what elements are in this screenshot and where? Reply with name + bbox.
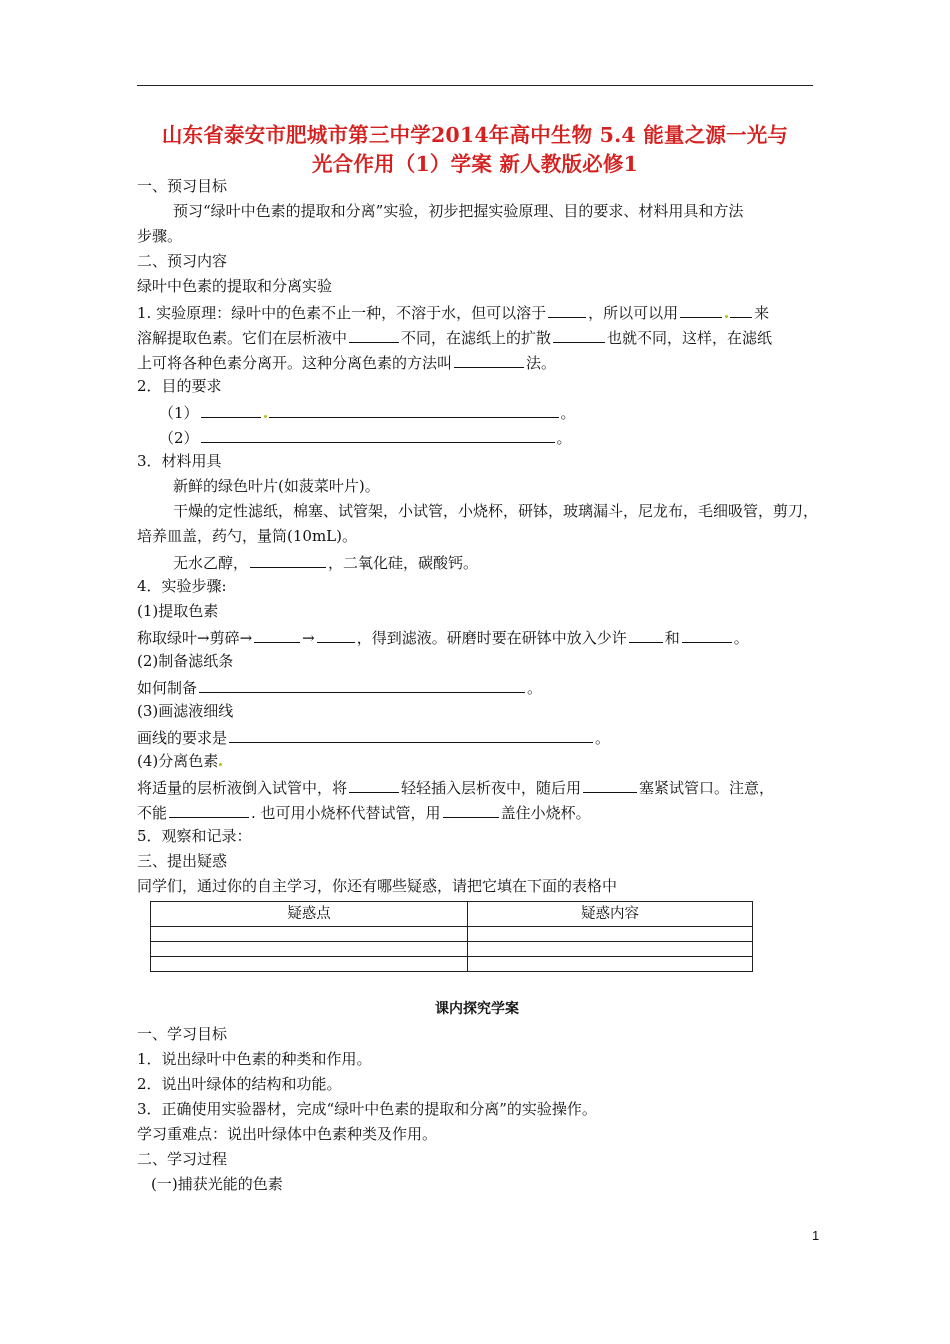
fill-blank[interactable] xyxy=(583,774,637,793)
fill-blank[interactable] xyxy=(682,624,732,643)
materials-line: 干燥的定性滤纸，棉塞、试管架，小试管，小烧杯，研钵，玻璃漏斗，尼龙布，毛细吸管，剪刀， xyxy=(173,502,819,520)
step-heading: (4)分离色素 xyxy=(137,749,817,774)
document-body xyxy=(137,174,817,1197)
table-cell[interactable] xyxy=(151,927,468,942)
document-title xyxy=(137,121,813,179)
section-heading: 三、提出疑惑 xyxy=(137,852,228,870)
fill-blank[interactable] xyxy=(629,624,663,643)
fill-blank[interactable] xyxy=(201,399,261,418)
principle-line-1: 1. 实验原理：绿叶中的色素不止一种，不溶于水，但可以溶于 ，所以可以用 来 xyxy=(137,299,817,324)
table-cell[interactable] xyxy=(151,957,468,972)
fill-blank[interactable] xyxy=(730,299,752,318)
questions-table xyxy=(150,901,753,972)
section-heading: 一、预习目标 xyxy=(137,177,228,195)
section-heading: 二、学习过程 xyxy=(137,1150,228,1168)
table-cell[interactable] xyxy=(468,957,753,972)
page-number: 1 xyxy=(812,1228,820,1243)
paragraph: 同学们，通过你的自主学习，你还有哪些疑惑，请把它填在下面的表格中 xyxy=(137,877,618,895)
fill-blank[interactable] xyxy=(349,324,399,343)
table-header-cell: 疑惑点 xyxy=(151,902,468,927)
fill-blank[interactable] xyxy=(199,674,525,693)
title-line-1: 山东省泰安市肥城市第三中学2014年高中生物 5.4 能量之源一光与 xyxy=(161,123,789,147)
section-heading: 二、预习内容 xyxy=(137,252,228,270)
paragraph: 预习“绿叶中色素的提取和分离”实验，初步把握实验原理、目的要求、材料用具和方法 xyxy=(173,202,744,220)
fill-blank[interactable] xyxy=(443,799,499,818)
goal-item: 2．说出叶绿体的结构和功能。 xyxy=(137,1075,342,1093)
fill-blank[interactable] xyxy=(269,399,559,418)
fill-blank[interactable] xyxy=(680,299,722,318)
subheading: (一)捕获光能的色素 xyxy=(151,1175,283,1193)
step-line: 如何制备 。 xyxy=(137,674,817,699)
section-title: 课内探究学案 xyxy=(435,1001,519,1017)
table-cell[interactable] xyxy=(151,942,468,957)
fill-blank[interactable] xyxy=(201,424,555,443)
title-line-2: 光合作用（1）学案 新人教版必修1 xyxy=(311,152,639,176)
step-line: 称取绿叶→剪碎→ → ，得到滤液。研磨时要在研钵中放入少许 和 。 xyxy=(137,624,817,649)
materials-line: 新鲜的绿色叶片(如菠菜叶片)。 xyxy=(173,477,380,495)
fill-blank[interactable] xyxy=(349,774,399,793)
fill-blank[interactable] xyxy=(317,624,355,643)
section-heading: 一、学习目标 xyxy=(137,1025,228,1043)
key-point: 学习重难点：说出叶绿体中色素种类及作用。 xyxy=(137,1125,438,1143)
fill-blank[interactable] xyxy=(169,799,249,818)
header-rule xyxy=(137,85,813,86)
materials-line: 无水乙醇， ，二氧化硅，碳酸钙。 xyxy=(137,549,817,574)
materials-line: 培养皿盖，药勺，量筒(10mL)。 xyxy=(137,527,357,545)
fill-blank[interactable] xyxy=(250,549,326,568)
step-heading: (3)画滤液细线 xyxy=(137,702,234,720)
principle-line-3: 上可将各种色素分离开。这种分离色素的方法叫 法。 xyxy=(137,349,817,374)
goal-item: 3．正确使用实验器材，完成“绿叶中色素的提取和分离”的实验操作。 xyxy=(137,1100,597,1118)
item-heading: 2．目的要求 xyxy=(137,377,222,395)
paragraph: 步骤。 xyxy=(137,227,183,245)
fill-blank[interactable] xyxy=(553,324,605,343)
fill-blank[interactable] xyxy=(548,299,586,318)
item-heading: 4．实验步骤: xyxy=(137,577,227,595)
item-heading: 5．观察和记录： xyxy=(137,827,252,845)
item-heading: 3．材料用具 xyxy=(137,452,222,470)
table-cell[interactable] xyxy=(468,927,753,942)
table-header-cell: 疑惑内容 xyxy=(468,902,753,927)
step-line: 不能 . 也可用小烧杯代替试管，用 盖住小烧杯。 xyxy=(137,799,817,824)
goal-item: 1．说出绿叶中色素的种类和作用。 xyxy=(137,1050,372,1068)
step-heading: (1)提取色素 xyxy=(137,602,219,620)
principle-line-2: 溶解提取色素。它们在层析液中 不同，在滤纸上的扩散 也就不同，这样，在滤纸 xyxy=(137,324,817,349)
goal-line-1: （1） 。 xyxy=(137,399,817,424)
table-cell[interactable] xyxy=(468,942,753,957)
subheading: 绿叶中色素的提取和分离实验 xyxy=(137,277,333,295)
step-line: 画线的要求是 。 xyxy=(137,724,817,749)
step-heading: (2)制备滤纸条 xyxy=(137,652,234,670)
goal-line-2: （2） 。 xyxy=(137,424,817,449)
fill-blank[interactable] xyxy=(454,349,524,368)
fill-blank[interactable] xyxy=(229,724,593,743)
step-line: 将适量的层析液倒入试管中，将 轻轻插入层析夜中，随后用 塞紧试管口。注意， xyxy=(137,774,817,799)
fill-blank[interactable] xyxy=(254,624,300,643)
